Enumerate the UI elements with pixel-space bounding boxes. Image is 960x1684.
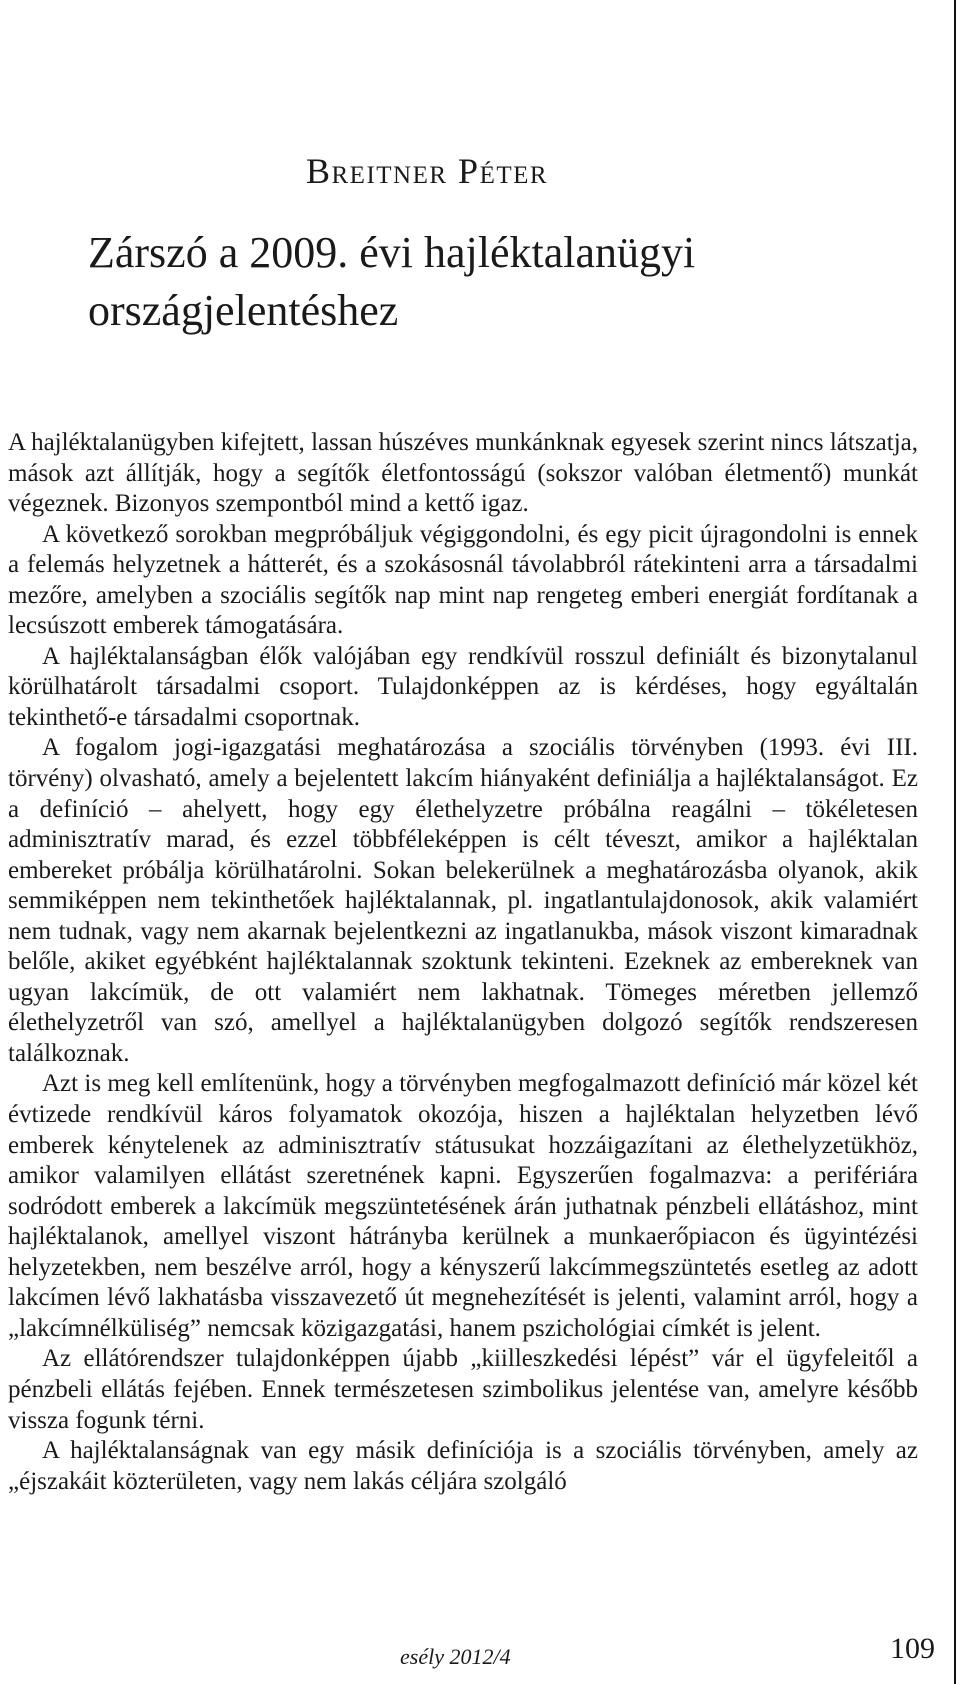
- paragraph-2: A következő sorokban megpróbáljuk végiggondolni, és egy picit újragondolni is ennek a felemás helyzetnek a hátterét, és a szokásosnál távolabbról rátekinteni arra a társadalmi mezőre, amelyben a szociális segítők nap mint nap rengeteg emberi energiát fordítanak a lecsúszott emberek támogatására.: [8, 520, 918, 640]
- paragraph-4: A fogalom jogi-igazgatási meghatározása a szociális törvényben (1993. évi III. törvény) olvasható, amely a bejelentett lakcím hiányaként definiálja a hajléktalanságot. Ez a definíció – ahelyett, hogy egy élethelyzetre próbálna reagálni – tökéletesen adminisztratív marad, és ezzel többféleképpen is célt téveszt, amikor a hajléktalan embereket próbálja körülhatárolni. Sokan belekerülnek a meghatározásba olyanok, akik semmiképpen nem tekinthetőek hajléktalannak, pl. ingatlantulajdonosok, akik valamiért nem tudnak, vagy nem akarnak bejelentkezni az ingatlanukba, mások viszont kimaradnak belőle, akiket egyébként hajléktalannak szoktunk tekinteni. Ezeknek az embereknek van ugyan lakcímük, de ott valamiért nem lakhatnak. Tömeges méretben jellemző élethelyzetről van szó, amellyel a hajléktalanügyben dolgozó segítők rendszeresen találkoznak.: [8, 734, 918, 1067]
- page-number: 109: [890, 1632, 935, 1665]
- paragraph-6: Az ellátórendszer tulajdonképpen újabb „kiilleszkedési lépést” vár el ügyfeleitől a pénzbeli ellátás fejében. Ennek természetesen szimbolikus jelentése van, amelyre később vissza fogunk térni.: [8, 1345, 918, 1434]
- title-line-1: Zárszó a 2009. évi hajléktalanügyi: [88, 228, 696, 277]
- paragraph-1: A hajléktalanügyben kifejtett, lassan húszéves munkánknak egyesek szerint nincs látszatja, mások azt állítják, hogy a segítők életfontosságú (sokszor valóban életmentő) munkát végeznek. Bizonyos szempontból mind a kettő igaz.: [8, 429, 918, 518]
- page-edge-rule: [954, 0, 956, 1684]
- paragraph-5: Azt is meg kell említenünk, hogy a törvényben megfogalmazott definíció már közel két évtizede rendkívül káros folyamatok okozója, hiszen a hajléktalan helyzetben lévő emberek kénytelenek az adminisztratív státusukat hozzáigazítani az élethelyzetükhöz, amikor valamilyen ellátást szeretnének kapni. Egyszerűen fogalmazva: a perifériára sodródott emberek a lakcímük megszüntetésének árán juthatnak pénzbeli ellátáshoz, mint hajléktalanok, amellyel viszont hátrányba kerülnek a munkaerőpiacon és ügyintézési helyzetekben, nem beszélve arról, hogy a kényszerű lakcímmegszüntetés esetleg az adott lakcímen lévő lakhatásba visszavezető út megnehezítését is jelenti, valamint arról, hogy a „lakcímnélküliség” nemcsak közigazgatási, hanem pszichológiai címkét is jelent.: [8, 1070, 918, 1342]
- journal-footer: esély 2012/4: [400, 1644, 511, 1669]
- author-name: Breitner Péter: [306, 151, 549, 191]
- article-body: [8, 428, 918, 1497]
- paragraph-7: A hajléktalanságnak van egy másik definíciója is a szociális törvényben, amely az „éjszakáit közterületen, vagy nem lakás céljára szolgáló: [8, 1437, 918, 1495]
- paragraph-3: A hajléktalanságban élők valójában egy rendkívül rosszul definiált és bizonytalanul körülhatárolt társadalmi csoport. Tulajdonképpen az is kérdéses, hogy egyáltalán tekinthető-e társadalmi csoportnak.: [8, 642, 918, 731]
- article-title: [88, 224, 888, 340]
- title-line-2: országjelentéshez: [88, 286, 399, 335]
